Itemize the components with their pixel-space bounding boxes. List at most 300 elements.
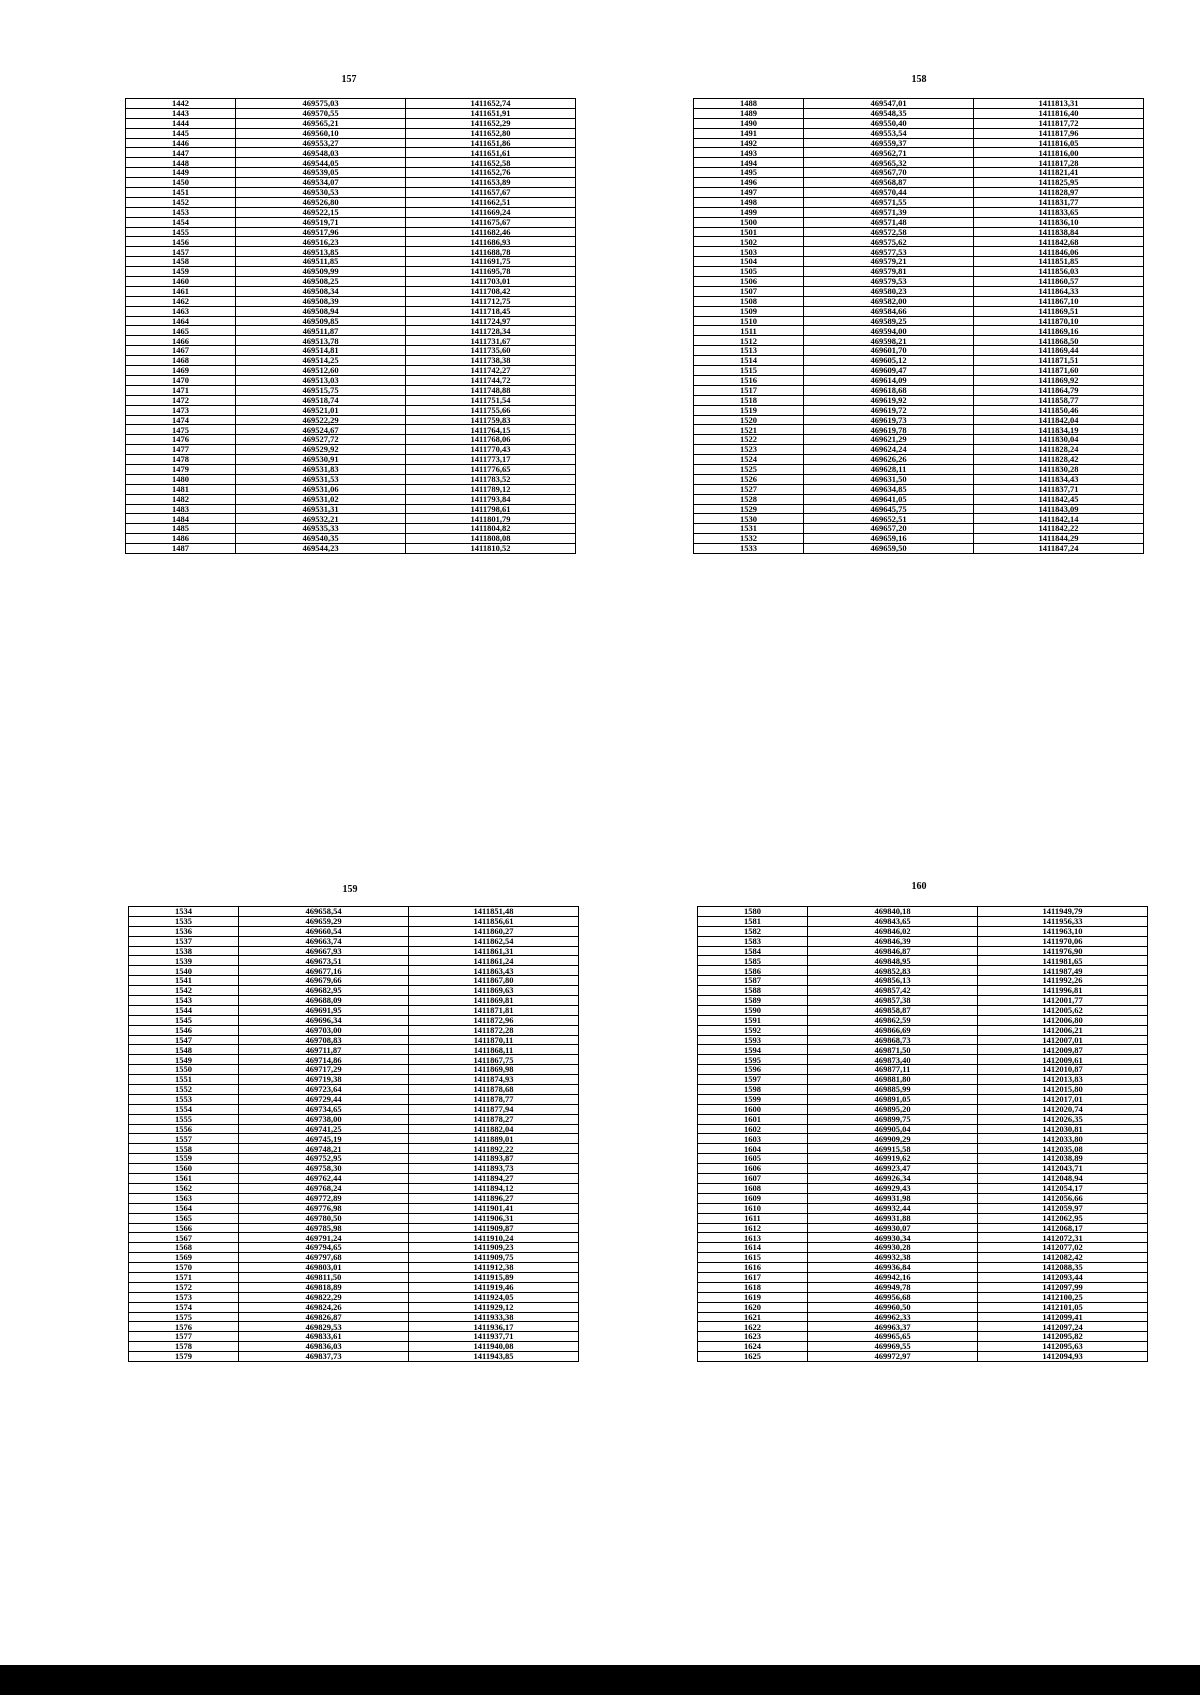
x-coordinate-cell: 469829,53 [239, 1322, 409, 1332]
y-coordinate-cell: 1411810,52 [406, 544, 576, 554]
y-coordinate-cell: 1412062,95 [978, 1213, 1148, 1223]
point-number-cell: 1597 [698, 1075, 808, 1085]
x-coordinate-cell: 469673,51 [239, 956, 409, 966]
x-coordinate-cell: 469526,80 [236, 197, 406, 207]
x-coordinate-cell: 469514,81 [236, 346, 406, 356]
table-row [694, 366, 1144, 376]
x-coordinate-cell: 469575,62 [804, 237, 974, 247]
y-coordinate-cell: 1412001,77 [978, 996, 1148, 1006]
x-coordinate-cell: 469641,05 [804, 494, 974, 504]
table-row [694, 395, 1144, 405]
x-coordinate-cell: 469659,29 [239, 916, 409, 926]
x-coordinate-cell: 469624,24 [804, 445, 974, 455]
point-number-cell: 1614 [698, 1243, 808, 1253]
point-number-cell: 1456 [126, 237, 236, 247]
point-number-cell: 1498 [694, 197, 804, 207]
x-coordinate-cell: 469517,96 [236, 227, 406, 237]
point-number-cell: 1589 [698, 996, 808, 1006]
x-coordinate-cell: 469568,87 [804, 178, 974, 188]
x-coordinate-cell: 469871,50 [808, 1045, 978, 1055]
x-coordinate-cell: 469531,06 [236, 484, 406, 494]
x-coordinate-cell: 469936,84 [808, 1263, 978, 1273]
table-row [694, 385, 1144, 395]
x-coordinate-cell: 469530,91 [236, 455, 406, 465]
point-number-cell: 1574 [129, 1302, 239, 1312]
table-row [698, 1342, 1148, 1352]
point-number-cell: 1610 [698, 1203, 808, 1213]
table-row [126, 395, 576, 405]
y-coordinate-cell: 1411842,22 [974, 524, 1144, 534]
table-row [129, 1352, 579, 1362]
page-160-number: 160 [911, 881, 927, 892]
table-row [698, 1035, 1148, 1045]
table-row [698, 936, 1148, 946]
x-coordinate-cell: 469619,92 [804, 395, 974, 405]
y-coordinate-cell: 1412100,25 [978, 1292, 1148, 1302]
y-coordinate-cell: 1411718,45 [406, 306, 576, 316]
table-row [694, 425, 1144, 435]
y-coordinate-cell: 1411871,51 [974, 356, 1144, 366]
table-row [129, 916, 579, 926]
y-coordinate-cell: 1411906,31 [409, 1213, 579, 1223]
x-coordinate-cell: 469509,85 [236, 316, 406, 326]
x-coordinate-cell: 469532,21 [236, 514, 406, 524]
x-coordinate-cell: 469752,95 [239, 1154, 409, 1164]
table-row [126, 326, 576, 336]
y-coordinate-cell: 1411867,80 [409, 976, 579, 986]
point-number-cell: 1516 [694, 375, 804, 385]
point-number-cell: 1552 [129, 1085, 239, 1095]
table-row [698, 1025, 1148, 1035]
y-coordinate-cell: 1412017,01 [978, 1094, 1148, 1104]
x-coordinate-cell: 469846,39 [808, 936, 978, 946]
point-number-cell: 1607 [698, 1174, 808, 1184]
y-coordinate-cell: 1412013,83 [978, 1075, 1148, 1085]
x-coordinate-cell: 469723,64 [239, 1085, 409, 1095]
table-row [126, 197, 576, 207]
point-number-cell: 1575 [129, 1312, 239, 1322]
x-coordinate-cell: 469960,50 [808, 1302, 978, 1312]
x-coordinate-cell: 469579,81 [804, 267, 974, 277]
table-row [694, 346, 1144, 356]
point-number-cell: 1543 [129, 996, 239, 1006]
x-coordinate-cell: 469679,66 [239, 976, 409, 986]
table-row [698, 1045, 1148, 1055]
x-coordinate-cell: 469758,30 [239, 1164, 409, 1174]
y-coordinate-cell: 1411909,87 [409, 1223, 579, 1233]
point-number-cell: 1590 [698, 1005, 808, 1015]
point-number-cell: 1517 [694, 385, 804, 395]
y-coordinate-cell: 1411682,46 [406, 227, 576, 237]
table-row [694, 326, 1144, 336]
y-coordinate-cell: 1412006,80 [978, 1015, 1148, 1025]
point-number-cell: 1615 [698, 1253, 808, 1263]
point-number-cell: 1454 [126, 217, 236, 227]
point-number-cell: 1534 [129, 907, 239, 917]
y-coordinate-cell: 1411915,89 [409, 1272, 579, 1282]
y-coordinate-cell: 1411838,84 [974, 227, 1144, 237]
y-coordinate-cell: 1412015,80 [978, 1085, 1148, 1095]
point-number-cell: 1559 [129, 1154, 239, 1164]
x-coordinate-cell: 469511,85 [236, 257, 406, 267]
x-coordinate-cell: 469972,97 [808, 1352, 978, 1362]
table-row [126, 336, 576, 346]
table-row [694, 504, 1144, 514]
x-coordinate-cell: 469601,70 [804, 346, 974, 356]
x-coordinate-cell: 469589,25 [804, 316, 974, 326]
table-row [129, 1085, 579, 1095]
table-row [694, 178, 1144, 188]
table-row [129, 1342, 579, 1352]
point-number-cell: 1563 [129, 1193, 239, 1203]
table-row [129, 1055, 579, 1065]
table-row [698, 1104, 1148, 1114]
x-coordinate-cell: 469562,71 [804, 148, 974, 158]
point-number-cell: 1497 [694, 188, 804, 198]
x-coordinate-cell: 469570,44 [804, 188, 974, 198]
x-coordinate-cell: 469571,55 [804, 197, 974, 207]
y-coordinate-cell: 1411872,28 [409, 1025, 579, 1035]
table-row [698, 1213, 1148, 1223]
point-number-cell: 1527 [694, 484, 804, 494]
page-157-number: 157 [341, 74, 357, 85]
table-row [129, 1035, 579, 1045]
y-coordinate-cell: 1411893,73 [409, 1164, 579, 1174]
x-coordinate-cell: 469570,55 [236, 108, 406, 118]
table-row [126, 217, 576, 227]
table-row [126, 108, 576, 118]
table-row [698, 1272, 1148, 1282]
y-coordinate-cell: 1411856,61 [409, 916, 579, 926]
table-row [129, 986, 579, 996]
point-number-cell: 1564 [129, 1203, 239, 1213]
table-row [129, 1193, 579, 1203]
point-number-cell: 1599 [698, 1094, 808, 1104]
table-row [126, 296, 576, 306]
table-row [129, 1045, 579, 1055]
point-number-cell: 1578 [129, 1342, 239, 1352]
point-number-cell: 1584 [698, 946, 808, 956]
point-number-cell: 1618 [698, 1282, 808, 1292]
y-coordinate-cell: 1411842,68 [974, 237, 1144, 247]
x-coordinate-cell: 469645,75 [804, 504, 974, 514]
table-row [126, 277, 576, 287]
point-number-cell: 1471 [126, 385, 236, 395]
table-row [698, 1282, 1148, 1292]
table-row [126, 385, 576, 395]
y-coordinate-cell: 1412094,93 [978, 1352, 1148, 1362]
point-number-cell: 1562 [129, 1183, 239, 1193]
x-coordinate-cell: 469794,65 [239, 1243, 409, 1253]
table-row [129, 1243, 579, 1253]
point-number-cell: 1544 [129, 1005, 239, 1015]
table-row [694, 286, 1144, 296]
point-number-cell: 1571 [129, 1272, 239, 1282]
x-coordinate-cell: 469818,89 [239, 1282, 409, 1292]
point-number-cell: 1551 [129, 1075, 239, 1085]
y-coordinate-cell: 1411833,65 [974, 207, 1144, 217]
y-coordinate-cell: 1411837,71 [974, 484, 1144, 494]
x-coordinate-cell: 469811,50 [239, 1272, 409, 1282]
point-number-cell: 1469 [126, 366, 236, 376]
table-row [126, 494, 576, 504]
table-row [129, 976, 579, 986]
y-coordinate-cell: 1411695,78 [406, 267, 576, 277]
table-row [126, 405, 576, 415]
point-number-cell: 1542 [129, 986, 239, 996]
point-number-cell: 1448 [126, 158, 236, 168]
table-row [126, 544, 576, 554]
x-coordinate-cell: 469780,50 [239, 1213, 409, 1223]
y-coordinate-cell: 1411868,50 [974, 336, 1144, 346]
x-coordinate-cell: 469516,23 [236, 237, 406, 247]
table-row [698, 996, 1148, 1006]
table-row [129, 1025, 579, 1035]
table-row [129, 1253, 579, 1263]
point-number-cell: 1611 [698, 1213, 808, 1223]
table-row [694, 474, 1144, 484]
x-coordinate-cell: 469614,09 [804, 375, 974, 385]
y-coordinate-cell: 1412072,31 [978, 1233, 1148, 1243]
y-coordinate-cell: 1411657,67 [406, 188, 576, 198]
y-coordinate-cell: 1411686,93 [406, 237, 576, 247]
x-coordinate-cell: 469634,85 [804, 484, 974, 494]
x-coordinate-cell: 469797,68 [239, 1253, 409, 1263]
point-number-cell: 1577 [129, 1332, 239, 1342]
x-coordinate-cell: 469931,88 [808, 1213, 978, 1223]
point-number-cell: 1605 [698, 1154, 808, 1164]
point-number-cell: 1511 [694, 326, 804, 336]
point-number-cell: 1524 [694, 455, 804, 465]
y-coordinate-cell: 1412043,71 [978, 1164, 1148, 1174]
y-coordinate-cell: 1411744,72 [406, 375, 576, 385]
table-row [126, 178, 576, 188]
x-coordinate-cell: 469577,53 [804, 247, 974, 257]
x-coordinate-cell: 469708,83 [239, 1035, 409, 1045]
y-coordinate-cell: 1411910,24 [409, 1233, 579, 1243]
y-coordinate-cell: 1411834,43 [974, 474, 1144, 484]
x-coordinate-cell: 469696,34 [239, 1015, 409, 1025]
point-number-cell: 1567 [129, 1233, 239, 1243]
point-number-cell: 1587 [698, 976, 808, 986]
y-coordinate-cell: 1412097,99 [978, 1282, 1148, 1292]
table-row [126, 524, 576, 534]
point-number-cell: 1446 [126, 138, 236, 148]
point-number-cell: 1583 [698, 936, 808, 946]
table-row [698, 1114, 1148, 1124]
point-number-cell: 1485 [126, 524, 236, 534]
y-coordinate-cell: 1411864,33 [974, 286, 1144, 296]
point-number-cell: 1620 [698, 1302, 808, 1312]
point-number-cell: 1504 [694, 257, 804, 267]
x-coordinate-cell: 469531,83 [236, 464, 406, 474]
table-row [129, 1312, 579, 1322]
point-number-cell: 1492 [694, 138, 804, 148]
point-number-cell: 1463 [126, 306, 236, 316]
table-row [129, 1292, 579, 1302]
x-coordinate-cell: 469652,51 [804, 514, 974, 524]
x-coordinate-cell: 469621,29 [804, 435, 974, 445]
y-coordinate-cell: 1411755,66 [406, 405, 576, 415]
y-coordinate-cell: 1412093,44 [978, 1272, 1148, 1282]
y-coordinate-cell: 1411703,01 [406, 277, 576, 287]
x-coordinate-cell: 469657,20 [804, 524, 974, 534]
table-row [694, 237, 1144, 247]
y-coordinate-cell: 1411874,93 [409, 1075, 579, 1085]
point-number-cell: 1594 [698, 1045, 808, 1055]
x-coordinate-cell: 469848,95 [808, 956, 978, 966]
y-coordinate-cell: 1411793,84 [406, 494, 576, 504]
x-coordinate-cell: 469619,72 [804, 405, 974, 415]
x-coordinate-cell: 469909,29 [808, 1134, 978, 1144]
point-number-cell: 1545 [129, 1015, 239, 1025]
x-coordinate-cell: 469877,11 [808, 1065, 978, 1075]
point-number-cell: 1573 [129, 1292, 239, 1302]
x-coordinate-cell: 469572,58 [804, 227, 974, 237]
point-number-cell: 1538 [129, 946, 239, 956]
x-coordinate-cell: 469565,21 [236, 118, 406, 128]
y-coordinate-cell: 1411992,26 [978, 976, 1148, 986]
point-number-cell: 1470 [126, 375, 236, 385]
table-row [126, 237, 576, 247]
x-coordinate-cell: 469567,70 [804, 168, 974, 178]
x-coordinate-cell: 469553,54 [804, 128, 974, 138]
table-row [698, 926, 1148, 936]
table-row [698, 1154, 1148, 1164]
x-coordinate-cell: 469584,66 [804, 306, 974, 316]
point-number-cell: 1484 [126, 514, 236, 524]
y-coordinate-cell: 1411860,57 [974, 277, 1144, 287]
table-row [129, 1104, 579, 1114]
y-coordinate-cell: 1411940,08 [409, 1342, 579, 1352]
point-number-cell: 1550 [129, 1065, 239, 1075]
x-coordinate-cell: 469522,15 [236, 207, 406, 217]
x-coordinate-cell: 469965,65 [808, 1332, 978, 1342]
point-number-cell: 1582 [698, 926, 808, 936]
point-number-cell: 1526 [694, 474, 804, 484]
point-number-cell: 1532 [694, 534, 804, 544]
y-coordinate-cell: 1411817,28 [974, 158, 1144, 168]
y-coordinate-cell: 1411691,75 [406, 257, 576, 267]
point-number-cell: 1604 [698, 1144, 808, 1154]
table-row [126, 435, 576, 445]
y-coordinate-cell: 1412059,97 [978, 1203, 1148, 1213]
table-row [698, 946, 1148, 956]
x-coordinate-cell: 469598,21 [804, 336, 974, 346]
x-coordinate-cell: 469923,47 [808, 1164, 978, 1174]
table-row [698, 1065, 1148, 1075]
point-number-cell: 1457 [126, 247, 236, 257]
table-row [129, 926, 579, 936]
y-coordinate-cell: 1411776,65 [406, 464, 576, 474]
table-row [698, 1085, 1148, 1095]
x-coordinate-cell: 469565,32 [804, 158, 974, 168]
x-coordinate-cell: 469521,01 [236, 405, 406, 415]
point-number-cell: 1602 [698, 1124, 808, 1134]
table-row [694, 435, 1144, 445]
table-row [126, 514, 576, 524]
table-row [126, 128, 576, 138]
point-number-cell: 1459 [126, 267, 236, 277]
point-number-cell: 1506 [694, 277, 804, 287]
point-number-cell: 1460 [126, 277, 236, 287]
x-coordinate-cell: 469519,71 [236, 217, 406, 227]
x-coordinate-cell: 469843,65 [808, 916, 978, 926]
y-coordinate-cell: 1411867,75 [409, 1055, 579, 1065]
point-number-cell: 1488 [694, 99, 804, 109]
table-row [694, 227, 1144, 237]
y-coordinate-cell: 1411863,43 [409, 966, 579, 976]
page-158-number: 158 [911, 74, 927, 85]
table-row [126, 306, 576, 316]
table-row [126, 445, 576, 455]
y-coordinate-cell: 1411851,85 [974, 257, 1144, 267]
x-coordinate-cell: 469628,11 [804, 464, 974, 474]
table-row [129, 1233, 579, 1243]
table-row [694, 148, 1144, 158]
y-coordinate-cell: 1411882,04 [409, 1124, 579, 1134]
y-coordinate-cell: 1412026,35 [978, 1114, 1148, 1124]
table-row [698, 1302, 1148, 1312]
point-number-cell: 1540 [129, 966, 239, 976]
table-row [126, 484, 576, 494]
point-number-cell: 1622 [698, 1322, 808, 1332]
point-number-cell: 1486 [126, 534, 236, 544]
y-coordinate-cell: 1411869,44 [974, 346, 1144, 356]
y-coordinate-cell: 1412088,35 [978, 1263, 1148, 1273]
table-row [129, 1144, 579, 1154]
x-coordinate-cell: 469559,37 [804, 138, 974, 148]
coordinates-table-157 [125, 98, 576, 554]
y-coordinate-cell: 1411878,27 [409, 1114, 579, 1124]
x-coordinate-cell: 469667,93 [239, 946, 409, 956]
y-coordinate-cell: 1412030,81 [978, 1124, 1148, 1134]
x-coordinate-cell: 469738,00 [239, 1114, 409, 1124]
x-coordinate-cell: 469862,59 [808, 1015, 978, 1025]
y-coordinate-cell: 1412097,24 [978, 1322, 1148, 1332]
y-coordinate-cell: 1411878,68 [409, 1085, 579, 1095]
y-coordinate-cell: 1411909,75 [409, 1253, 579, 1263]
x-coordinate-cell: 469530,53 [236, 188, 406, 198]
point-number-cell: 1558 [129, 1144, 239, 1154]
x-coordinate-cell: 469840,18 [808, 907, 978, 917]
y-coordinate-cell: 1411828,42 [974, 455, 1144, 465]
y-coordinate-cell: 1411867,10 [974, 296, 1144, 306]
point-number-cell: 1617 [698, 1272, 808, 1282]
table-row [698, 966, 1148, 976]
table-row [694, 197, 1144, 207]
point-number-cell: 1479 [126, 464, 236, 474]
table-row [126, 464, 576, 474]
y-coordinate-cell: 1411869,81 [409, 996, 579, 1006]
point-number-cell: 1520 [694, 415, 804, 425]
table-row [126, 118, 576, 128]
point-number-cell: 1576 [129, 1322, 239, 1332]
y-coordinate-cell: 1411651,91 [406, 108, 576, 118]
x-coordinate-cell: 469508,34 [236, 286, 406, 296]
table-row [126, 375, 576, 385]
y-coordinate-cell: 1411847,24 [974, 544, 1144, 554]
y-coordinate-cell: 1411878,77 [409, 1094, 579, 1104]
y-coordinate-cell: 1411896,27 [409, 1193, 579, 1203]
x-coordinate-cell: 469659,16 [804, 534, 974, 544]
table-row [698, 1015, 1148, 1025]
y-coordinate-cell: 1411653,89 [406, 178, 576, 188]
x-coordinate-cell: 469714,86 [239, 1055, 409, 1065]
table-row [126, 316, 576, 326]
y-coordinate-cell: 1411675,67 [406, 217, 576, 227]
y-coordinate-cell: 1411830,04 [974, 435, 1144, 445]
